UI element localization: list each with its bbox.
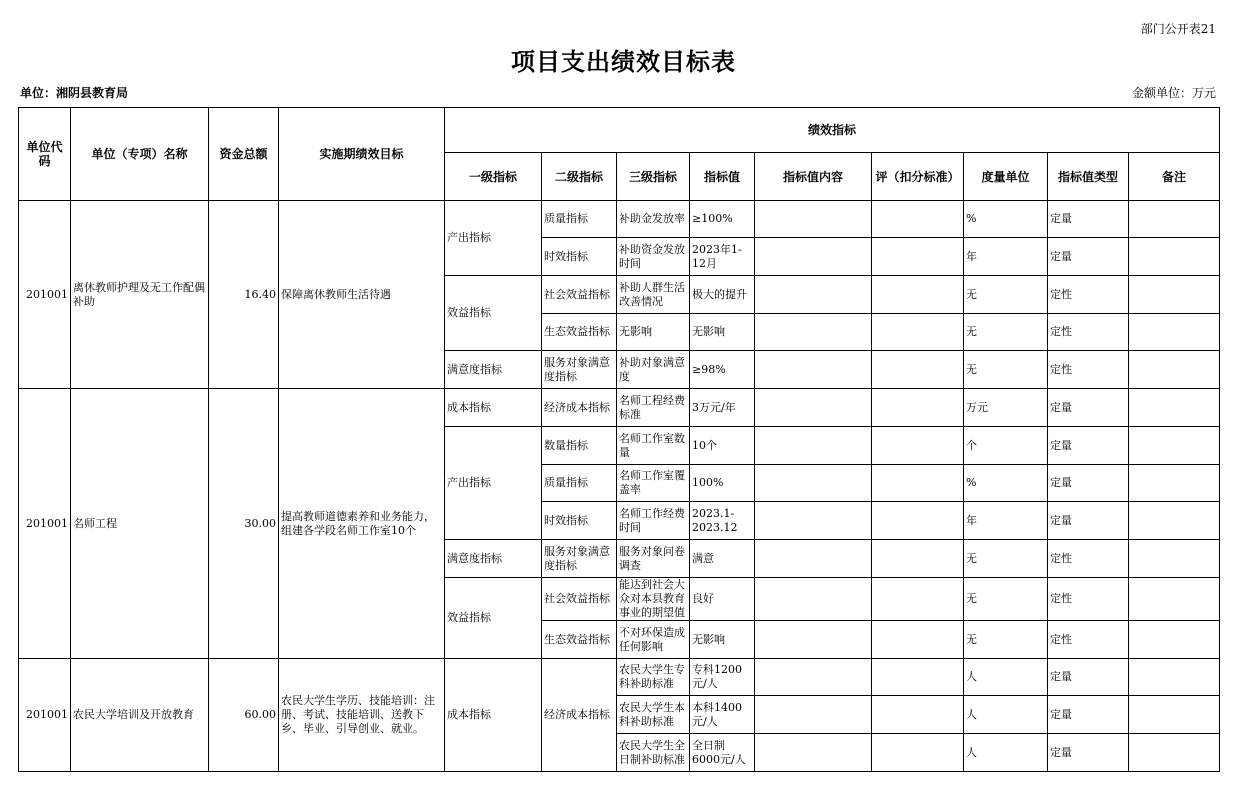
level3-cell: 补助金发放率 (617, 201, 690, 238)
type-cell: 定量 (1048, 696, 1129, 734)
score-cell (872, 578, 964, 621)
value-cell: ≥100% (690, 201, 755, 238)
content-cell (755, 578, 872, 621)
level3-cell: 能达到社会大众对本县教育事业的期望值 (617, 578, 690, 621)
remark-cell (1129, 621, 1220, 659)
value-cell: 全日制6000元/人 (690, 734, 755, 772)
header-score: 评（扣分标准） (872, 153, 964, 201)
header-performance: 绩效指标 (445, 108, 1220, 153)
remark-cell (1129, 502, 1220, 540)
content-cell (755, 201, 872, 238)
level2-cell: 生态效益指标 (542, 621, 617, 659)
level1-cell: 成本指标 (445, 659, 542, 772)
level1-cell: 效益指标 (445, 276, 542, 351)
type-cell: 定量 (1048, 502, 1129, 540)
level2-cell: 经济成本指标 (542, 389, 617, 427)
remark-cell (1129, 578, 1220, 621)
type-cell: 定量 (1048, 659, 1129, 696)
content-cell (755, 427, 872, 465)
level2-cell: 质量指标 (542, 201, 617, 238)
level3-cell: 无影响 (617, 314, 690, 351)
level1-cell: 产出指标 (445, 427, 542, 540)
type-cell: 定性 (1048, 540, 1129, 578)
score-cell (872, 659, 964, 696)
project-total: 60.00 (209, 659, 279, 772)
project-total: 16.40 (209, 201, 279, 389)
score-cell (872, 502, 964, 540)
level3-cell: 农民大学生专科补助标准 (617, 659, 690, 696)
score-cell (872, 276, 964, 314)
score-cell (872, 351, 964, 389)
content-cell (755, 502, 872, 540)
measure-cell: 人 (964, 696, 1048, 734)
page-title: 项目支出绩效目标表 (511, 47, 736, 76)
type-cell: 定性 (1048, 621, 1129, 659)
project-name: 离休教师护理及无工作配偶补助 (71, 201, 209, 389)
header-remark: 备注 (1129, 153, 1220, 201)
score-cell (872, 314, 964, 351)
level3-cell: 不对环保造成任何影响 (617, 621, 690, 659)
remark-cell (1129, 351, 1220, 389)
score-cell (872, 389, 964, 427)
score-cell (872, 465, 964, 502)
type-cell: 定性 (1048, 314, 1129, 351)
measure-cell: 无 (964, 540, 1048, 578)
score-cell (872, 696, 964, 734)
level2-cell: 数量指标 (542, 427, 617, 465)
level1-cell: 满意度指标 (445, 351, 542, 389)
level3-cell: 农民大学生本科补助标准 (617, 696, 690, 734)
level3-cell: 农民大学生全日制补助标准 (617, 734, 690, 772)
measure-cell: 无 (964, 621, 1048, 659)
type-cell: 定量 (1048, 734, 1129, 772)
level3-cell: 补助对象满意度 (617, 351, 690, 389)
project-goal: 提高教师道德素养和业务能力，组建各学段名师工作室10个 (279, 389, 445, 659)
level1-cell: 产出指标 (445, 201, 542, 276)
value-cell: 2023年1-12月 (690, 238, 755, 276)
table-row (19, 389, 1220, 427)
measure-cell: 年 (964, 238, 1048, 276)
remark-cell (1129, 314, 1220, 351)
remark-cell (1129, 238, 1220, 276)
measure-cell: 无 (964, 578, 1048, 621)
value-cell: 10个 (690, 427, 755, 465)
level3-cell: 名师工作室数量 (617, 427, 690, 465)
level2-cell: 服务对象满意度指标 (542, 351, 617, 389)
header-goal: 实施期绩效目标 (279, 108, 445, 201)
level3-cell: 补助资金发放时间 (617, 238, 690, 276)
remark-cell (1129, 659, 1220, 696)
content-cell (755, 659, 872, 696)
value-cell: 2023.1-2023.12 (690, 502, 755, 540)
level2-cell: 经济成本指标 (542, 659, 617, 772)
type-cell: 定性 (1048, 351, 1129, 389)
header-code: 单位代码 (19, 108, 71, 201)
value-cell: 无影响 (690, 314, 755, 351)
measure-cell: % (964, 465, 1048, 502)
header-name: 单位（专项）名称 (71, 108, 209, 201)
level1-cell: 成本指标 (445, 389, 542, 427)
level2-cell: 社会效益指标 (542, 276, 617, 314)
corner-table-label: 部门公开表21 (1140, 22, 1216, 36)
type-cell: 定性 (1048, 276, 1129, 314)
remark-cell (1129, 276, 1220, 314)
type-cell: 定性 (1048, 578, 1129, 621)
content-cell (755, 389, 872, 427)
level2-cell: 社会效益指标 (542, 578, 617, 621)
level2-cell: 时效指标 (542, 502, 617, 540)
score-cell (872, 427, 964, 465)
content-cell (755, 351, 872, 389)
header-level1: 一级指标 (445, 153, 542, 201)
header-total: 资金总额 (209, 108, 279, 201)
remark-cell (1129, 389, 1220, 427)
score-cell (872, 201, 964, 238)
level3-cell: 名师工作室覆盖率 (617, 465, 690, 502)
type-cell: 定量 (1048, 389, 1129, 427)
level3-cell: 名师工程经费标准 (617, 389, 690, 427)
type-cell: 定量 (1048, 465, 1129, 502)
unit-label: 单位：湘阴县教育局 (20, 86, 129, 100)
level2-cell: 生态效益指标 (542, 314, 617, 351)
measure-cell: 无 (964, 314, 1048, 351)
project-code: 201001 (19, 201, 71, 389)
measure-cell: 人 (964, 659, 1048, 696)
amount-unit-label: 金额单位：万元 (1131, 86, 1216, 100)
value-cell: 100% (690, 465, 755, 502)
level2-cell: 时效指标 (542, 238, 617, 276)
header-measure: 度量单位 (964, 153, 1048, 201)
content-cell (755, 734, 872, 772)
level2-cell: 服务对象满意度指标 (542, 540, 617, 578)
measure-cell: 年 (964, 502, 1048, 540)
value-cell: 极大的提升 (690, 276, 755, 314)
remark-cell (1129, 465, 1220, 502)
score-cell (872, 540, 964, 578)
measure-cell: 万元 (964, 389, 1048, 427)
value-cell: 满意 (690, 540, 755, 578)
project-goal: 农民大学生学历、技能培训：注册、考试、技能培训、送教下乡、毕业、引导创业、就业。 (279, 659, 445, 772)
value-cell: 本科1400元/人 (690, 696, 755, 734)
table-row (19, 201, 1220, 238)
project-name: 名师工程 (71, 389, 209, 659)
remark-cell (1129, 201, 1220, 238)
header-type: 指标值类型 (1048, 153, 1129, 201)
content-cell (755, 238, 872, 276)
type-cell: 定量 (1048, 427, 1129, 465)
type-cell: 定量 (1048, 201, 1129, 238)
remark-cell (1129, 734, 1220, 772)
value-cell: 3万元/年 (690, 389, 755, 427)
content-cell (755, 465, 872, 502)
measure-cell: 无 (964, 351, 1048, 389)
performance-table (18, 107, 1220, 772)
content-cell (755, 276, 872, 314)
score-cell (872, 238, 964, 276)
score-cell (872, 734, 964, 772)
type-cell: 定量 (1048, 238, 1129, 276)
level1-cell: 满意度指标 (445, 540, 542, 578)
value-cell: 专科1200元/人 (690, 659, 755, 696)
content-cell (755, 314, 872, 351)
header-level3: 三级指标 (617, 153, 690, 201)
content-cell (755, 621, 872, 659)
project-code: 201001 (19, 389, 71, 659)
score-cell (872, 621, 964, 659)
content-cell (755, 540, 872, 578)
remark-cell (1129, 696, 1220, 734)
measure-cell: % (964, 201, 1048, 238)
value-cell: 良好 (690, 578, 755, 621)
measure-cell: 个 (964, 427, 1048, 465)
project-name: 农民大学培训及开放教育 (71, 659, 209, 772)
table-row (19, 659, 1220, 696)
level3-cell: 服务对象问卷调查 (617, 540, 690, 578)
level1-cell: 效益指标 (445, 578, 542, 659)
header-value: 指标值 (690, 153, 755, 201)
value-cell: ≥98% (690, 351, 755, 389)
measure-cell: 无 (964, 276, 1048, 314)
project-code: 201001 (19, 659, 71, 772)
level3-cell: 名师工作经费时间 (617, 502, 690, 540)
remark-cell (1129, 540, 1220, 578)
header-level2: 二级指标 (542, 153, 617, 201)
level3-cell: 补助人群生活改善情况 (617, 276, 690, 314)
header-content: 指标值内容 (755, 153, 872, 201)
measure-cell: 人 (964, 734, 1048, 772)
remark-cell (1129, 427, 1220, 465)
level2-cell: 质量指标 (542, 465, 617, 502)
project-goal: 保障离休教师生活待遇 (279, 201, 445, 389)
content-cell (755, 696, 872, 734)
value-cell: 无影响 (690, 621, 755, 659)
project-total: 30.00 (209, 389, 279, 659)
